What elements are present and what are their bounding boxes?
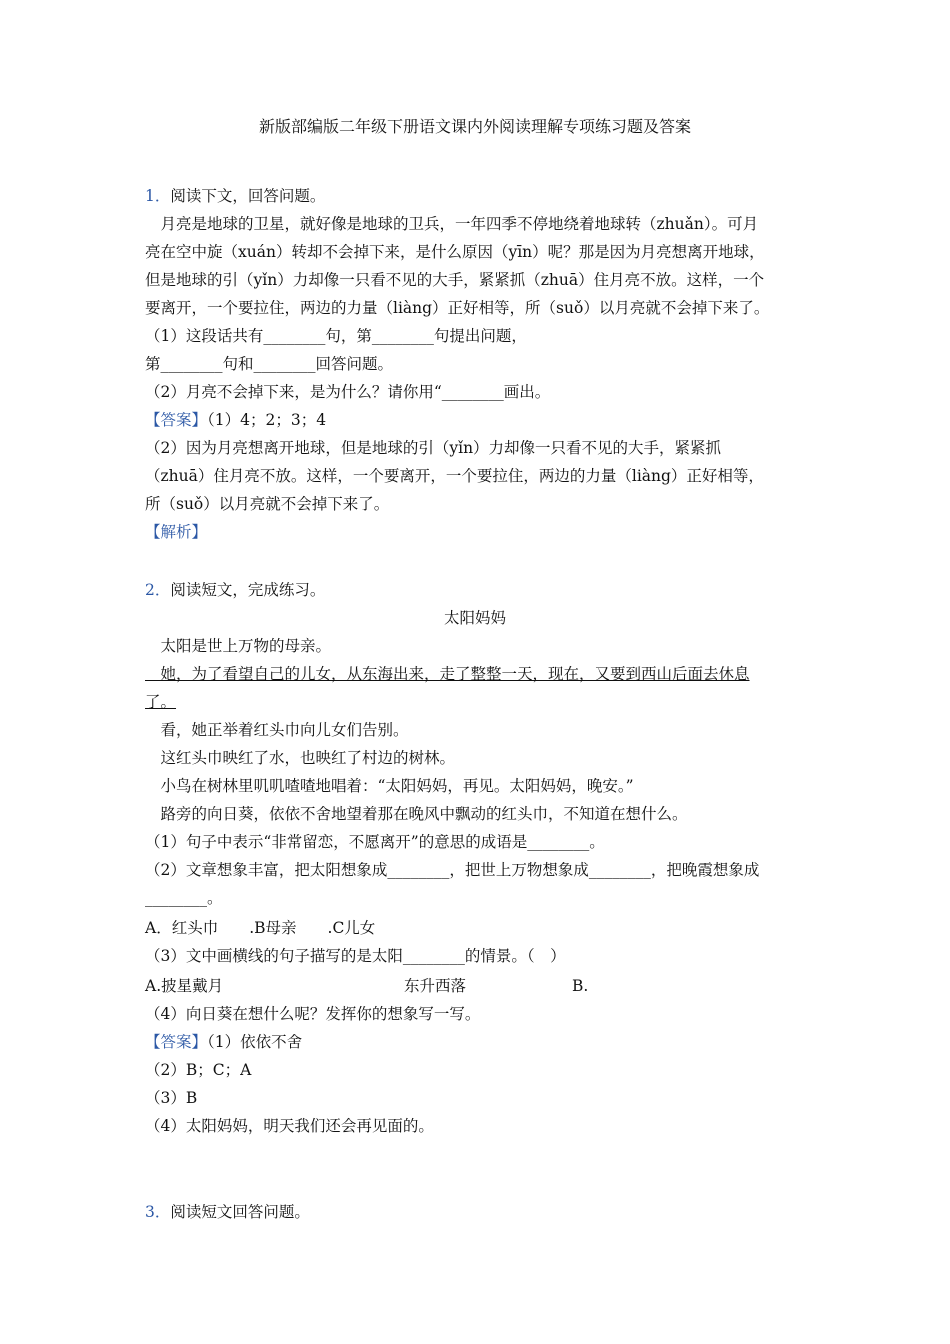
choice-options: A．红头巾 .B母亲 .C儿女 — [145, 919, 376, 937]
sub-question: （3）文中画横线的句子描写的是太阳________的情景。（ ） — [145, 947, 566, 965]
option-a: A.披星戴月 — [145, 977, 224, 995]
option-b: B. — [572, 977, 589, 995]
question-number: 1． — [145, 187, 171, 205]
answer-text: （1）依依不舍 — [207, 1033, 303, 1051]
answer-text: （1）4；2；3；4 — [207, 411, 327, 429]
question-number: 3． — [145, 1203, 171, 1221]
answer-text: （3）B — [145, 1089, 198, 1107]
question-prompt: 阅读短文回答问题。 — [170, 1203, 310, 1221]
story-line: 太阳是世上万物的母亲。 — [145, 637, 332, 655]
answer-tag: 【答案】 — [145, 1033, 208, 1051]
page-title: 新版部编版二年级下册语文课内外阅读理解专项练习题及答案 — [258, 117, 691, 136]
sub-question: （4）向日葵在想什么呢？发挥你的想象写一写。 — [145, 1005, 481, 1023]
story-line: 路旁的向日葵，依依不舍地望着那在晚风中飘动的红头巾，不知道在想什么。 — [145, 805, 688, 823]
sub-question: （1）这段话共有________句，第________句提出问题， — [145, 327, 527, 345]
question-prompt: 阅读短文，完成练习。 — [170, 581, 326, 599]
story-line: 这红头巾映红了水，也映红了村边的树林。 — [145, 749, 456, 767]
sub-question: （2）月亮不会掉下来，是为什么？请你用“________画出。 — [145, 383, 551, 401]
story-title: 太阳妈妈 — [443, 609, 506, 627]
story-line: 看，她正举着红头巾向儿女们告别。 — [145, 721, 409, 739]
answer-line — [145, 1032, 302, 1052]
passage-line: 亮在空中旋（xuán）转却不会掉下来，是什么原因（yīn）呢？那是因为月亮想离开地球， — [145, 243, 765, 261]
sub-question: （2）文章想象丰富，把太阳想象成________，把世上万物想象成________，把晚霞想象成 — [145, 861, 760, 879]
sub-question: ________。 — [145, 889, 223, 907]
underlined-sentence: 了。 — [145, 693, 177, 711]
sub-question: 第________句和________回答问题。 — [145, 355, 394, 373]
analysis-tag: 【解析】 — [145, 523, 208, 541]
question-3-heading — [145, 1202, 310, 1222]
answer-text: （zhuā）住月亮不放。这样，一个要离开，一个要拉住，两边的力量（liàng）正好相等， — [145, 467, 764, 485]
answer-text: 所（suǒ）以月亮就不会掉下来了。 — [145, 495, 390, 513]
underlined-sentence: 她，为了看望自己的儿女，从东海出来，走了整整一天，现在，又要到西山后面去休息 — [145, 665, 750, 683]
story-line: 小鸟在树林里叽叽喳喳地唱着：“太阳妈妈，再见。太阳妈妈，晚安。” — [145, 777, 634, 795]
question-prompt: 阅读下文，回答问题。 — [170, 187, 326, 205]
sub-question: （1）句子中表示“非常留恋，不愿离开”的意思的成语是________。 — [145, 833, 605, 851]
answer-tag: 【答案】 — [145, 411, 208, 429]
passage-line: 月亮是地球的卫星，就好像是地球的卫兵，一年四季不停地绕着地球转（zhuǎn）。可月 — [145, 215, 759, 233]
answer-text: （4）太阳妈妈，明天我们还会再见面的。 — [145, 1117, 434, 1135]
question-2-heading — [145, 580, 325, 600]
question-number: 2． — [145, 581, 171, 599]
answer-text: （2）B；C；A — [145, 1061, 252, 1079]
question-1-heading — [145, 186, 325, 206]
passage-line: 要离开，一个要拉住，两边的力量（liàng）正好相等，所（suǒ）以月亮就不会掉下来了。 — [145, 299, 770, 317]
passage-line: 但是地球的引（yǐn）力却像一只看不见的大手，紧紧抓（zhuā）住月亮不放。这样，一个 — [145, 271, 765, 289]
option-text: 东升西落 — [404, 977, 467, 995]
answer-line — [145, 410, 326, 430]
answer-text: （2）因为月亮想离开地球，但是地球的引（yǐn）力却像一只看不见的大手，紧紧抓 — [145, 439, 722, 457]
